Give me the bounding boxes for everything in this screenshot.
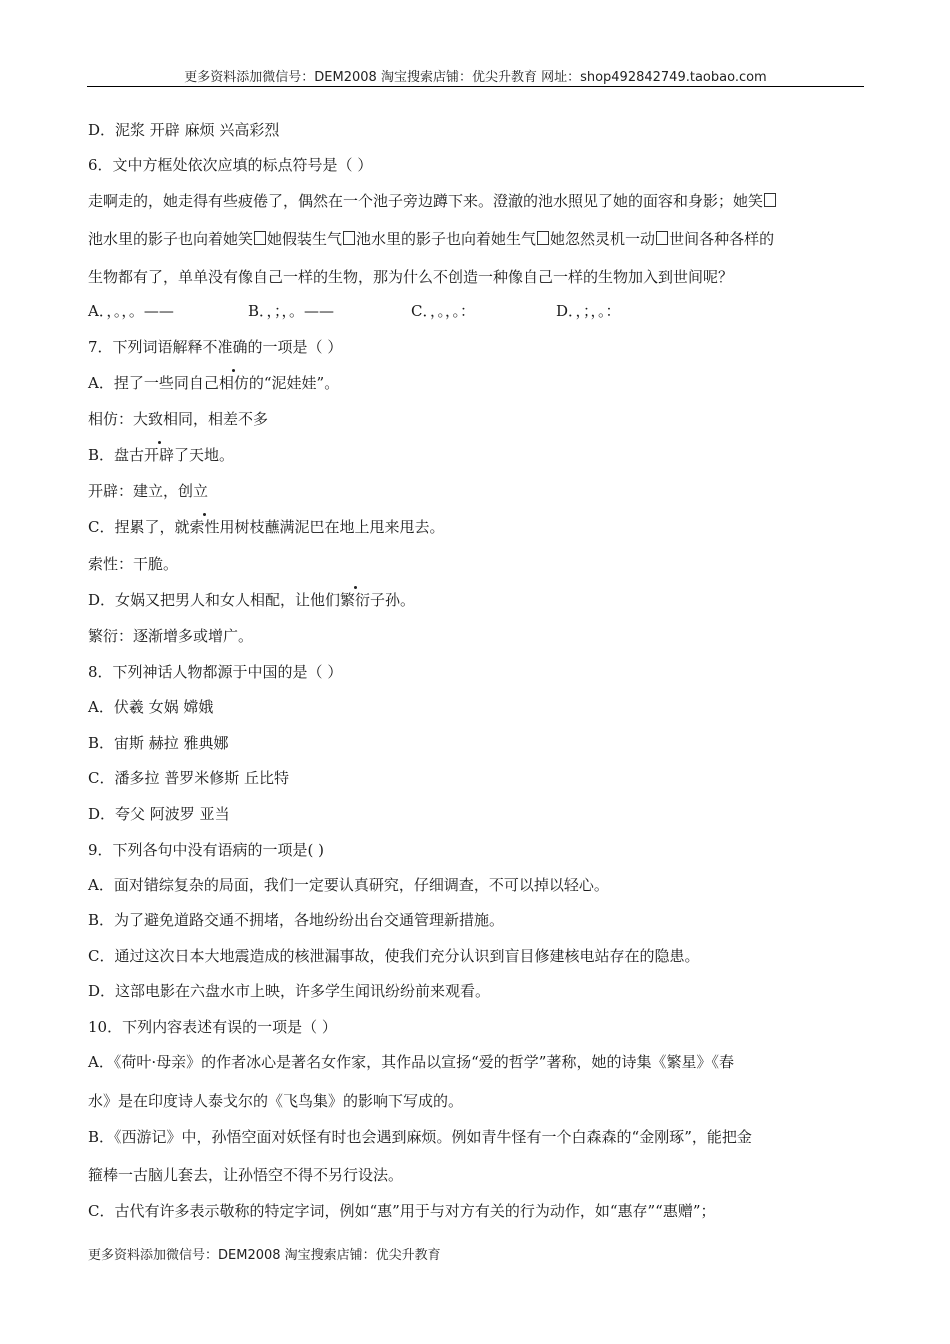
q7-option-b-explanation: 开辟：建立，创立 bbox=[88, 482, 209, 500]
blank-box bbox=[656, 231, 668, 245]
blank-box bbox=[764, 193, 776, 207]
q6-passage-text: 她假装生气 bbox=[267, 230, 343, 248]
q10-stem: 10．下列内容表述有误的一项是（ ） bbox=[88, 1018, 337, 1036]
q9-option-b: B．为了避免道路交通不拥堵，各地纷纷出台交通管理新措施。 bbox=[88, 911, 505, 929]
q9-option-d: D．这部电影在六盘水市上映，许多学生闻讯纷纷前来观看。 bbox=[88, 982, 491, 1000]
q7-text: 子孙。 bbox=[370, 591, 416, 609]
q5-option-d: D．泥浆 开辟 麻烦 兴高彩烈 bbox=[88, 121, 280, 139]
q6-passage-line2 bbox=[88, 229, 774, 249]
blank-box bbox=[254, 231, 266, 245]
q6-passage-text: 池水里的影子也向着她笑 bbox=[88, 230, 254, 248]
q8-stem: 8．下列神话人物都源于中国的是（ ） bbox=[88, 663, 343, 681]
q6-option-c: C．，。，。： bbox=[411, 302, 475, 320]
q7-text: D．女娲又把男人和女人相配，让他们 bbox=[88, 591, 341, 609]
page-footer: 更多资料添加微信号：DEM2008 淘宝搜索店铺：优尖升教育 bbox=[88, 1248, 441, 1263]
q7-option-d-explanation: 繁衍：逐渐增多或增广。 bbox=[88, 627, 254, 645]
emphasis-dotted-word: 相仿 bbox=[218, 374, 249, 392]
q7-text: C．捏累了，就 bbox=[88, 518, 190, 536]
q6-option-a: A．，。，。—— bbox=[88, 302, 174, 320]
q9-stem: 9．下列各句中没有语病的一项是( ) bbox=[88, 841, 325, 859]
q6-options bbox=[88, 301, 621, 321]
q6-passage-text: 她忽然灵机一动 bbox=[550, 230, 656, 248]
q6-option-b: B．，；，。—— bbox=[248, 302, 335, 320]
q6-passage-line3: 生物都有了，单单没有像自己一样的生物，那为什么不创造一种像自己一样的生物加入到世间呢？ bbox=[88, 268, 734, 286]
q10-option-a-line1: A．《荷叶·母亲》的作者冰心是著名女作家，其作品以宣扬“爱的哲学”著称，她的诗集《繁星》《春 bbox=[88, 1053, 734, 1071]
q10-option-a-line2: 水》是在印度诗人泰戈尔的《飞鸟集》的影响下写成的。 bbox=[88, 1092, 464, 1110]
q7-option-d bbox=[88, 590, 415, 610]
q7-text: 用树枝蘸满泥巴在地上甩来甩去。 bbox=[219, 518, 445, 536]
q7-option-b bbox=[88, 445, 234, 465]
q7-option-a-explanation: 相仿：大致相同，相差不多 bbox=[88, 410, 269, 428]
q8-option-b: B．宙斯 赫拉 雅典娜 bbox=[88, 734, 229, 752]
blank-box bbox=[343, 231, 355, 245]
blank-box bbox=[537, 231, 549, 245]
q6-passage-text: 走啊走的，她走得有些疲倦了，偶然在一个池子旁边蹲下来。澄澈的池水照见了她的面容和身影；她笑 bbox=[88, 192, 764, 210]
q7-text: B．盘古 bbox=[88, 446, 145, 464]
q10-option-b-line1: B．《西游记》中，孙悟空面对妖怪有时也会遇到麻烦。例如青牛怪有一个白森森的“金刚琢”，能把金 bbox=[88, 1128, 752, 1146]
q7-text: A．捏了一些同自己 bbox=[88, 374, 219, 392]
q8-option-a: A．伏羲 女娲 嫦娥 bbox=[88, 698, 214, 716]
emphasis-dotted-word: 索性 bbox=[189, 518, 220, 536]
q6-option-d: D．，；，。： bbox=[556, 302, 621, 320]
q7-text: 的“泥娃娃”。 bbox=[248, 374, 340, 392]
q7-text: 了天地。 bbox=[174, 446, 235, 464]
q6-passage-text: 世间各种各样的 bbox=[669, 230, 775, 248]
q8-option-d: D．夸父 阿波罗 亚当 bbox=[88, 805, 230, 823]
q9-option-a: A．面对错综复杂的局面，我们一定要认真研究，仔细调查，不可以掉以轻心。 bbox=[88, 876, 609, 894]
emphasis-dotted-word: 开辟 bbox=[144, 446, 175, 464]
q10-option-b-line2: 箍棒一古脑儿套去，让孙悟空不得不另行设法。 bbox=[88, 1166, 404, 1184]
q10-option-c-line1: C．古代有许多表示敬称的特定字词，例如“惠”用于与对方有关的行为动作，如“惠存”“惠赠”； bbox=[88, 1202, 716, 1220]
q6-passage-text: 池水里的影子也向着她生气 bbox=[356, 230, 537, 248]
q7-option-c bbox=[88, 517, 445, 537]
q7-stem: 7．下列词语解释不准确的一项是（ ） bbox=[88, 338, 343, 356]
q8-option-c: C．潘多拉 普罗米修斯 丘比特 bbox=[88, 769, 290, 787]
q6-passage-line1 bbox=[88, 191, 777, 211]
q6-stem: 6．文中方框处依次应填的标点符号是（ ） bbox=[88, 156, 373, 174]
page-header: 更多资料添加微信号：DEM2008 淘宝搜索店铺：优尖升教育 网址：shop492842749.taobao.com bbox=[184, 70, 767, 85]
header-divider bbox=[87, 86, 864, 87]
q7-option-a bbox=[88, 373, 339, 393]
emphasis-dotted-word: 繁衍 bbox=[340, 591, 371, 609]
q9-option-c: C．通过这次日本大地震造成的核泄漏事故，使我们充分认识到盲目修建核电站存在的隐患。 bbox=[88, 947, 700, 965]
q7-option-c-explanation: 索性：干脆。 bbox=[88, 555, 179, 573]
